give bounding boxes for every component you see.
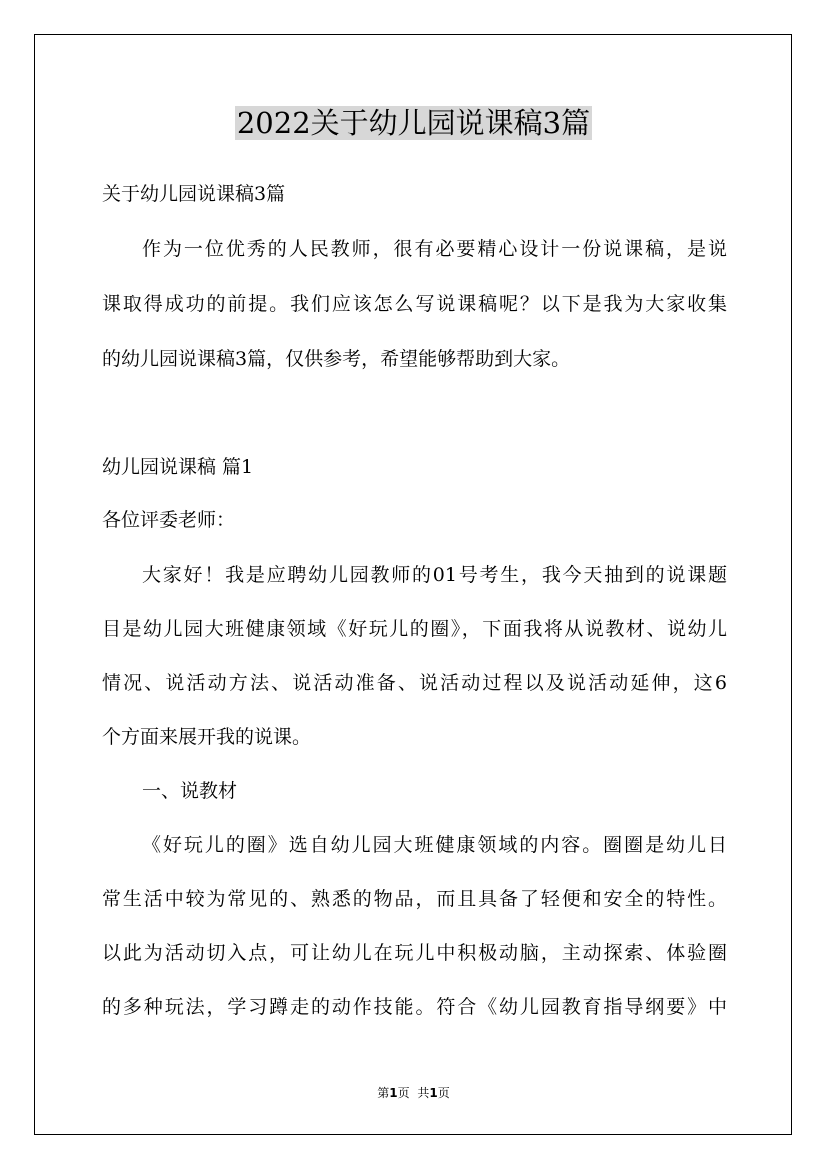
para1-line-1: 大家好！我是应聘幼儿园教师的01号考生，我今天抽到的说课题	[142, 564, 727, 586]
subheading: 一、说教材	[142, 780, 238, 802]
document-subtitle: 关于幼儿园说课稿3篇	[102, 183, 286, 205]
page-prefix: 第	[377, 1086, 390, 1100]
total-number: 1	[429, 1086, 438, 1100]
salutation: 各位评委老师：	[102, 509, 236, 531]
intro-line-3: 的幼儿园说课稿3篇，仅供参考，希望能够帮助到大家。	[102, 348, 571, 370]
para2-line-2: 常生活中较为常见的、熟悉的物品，而且具备了轻便和安全的特性。	[102, 888, 727, 910]
intro-line-1: 作为一位优秀的人民教师，很有必要精心设计一份说课稿，是说	[142, 238, 727, 260]
section-heading: 幼儿园说课稿 篇1	[102, 456, 254, 478]
para1-line-2: 目是幼儿园大班健康领域《好玩儿的圈》，下面我将从说教材、说幼儿	[102, 618, 727, 640]
total-prefix: 共	[417, 1086, 430, 1100]
para2-line-1: 《好玩儿的圈》选自幼儿园大班健康领域的内容。圈圈是幼儿日	[142, 834, 727, 856]
para2-line-3: 以此为活动切入点，可让幼儿在玩儿中积极动脑，主动探索、体验圈	[102, 942, 727, 964]
page-footer	[0, 1085, 827, 1101]
para2-line-4: 的多种玩法，学习蹲走的动作技能。符合《幼儿园教育指导纲要》中	[102, 996, 727, 1018]
document-title	[0, 104, 827, 142]
page-number: 1	[389, 1086, 398, 1100]
document-title-text: 2022关于幼儿园说课稿3篇	[236, 106, 591, 140]
para1-line-3: 情况、说活动方法、说活动准备、说活动过程以及说活动延伸，这6	[102, 672, 727, 694]
para1-line-4: 个方面来展开我的说课。	[102, 726, 312, 748]
page-suffix: 页	[397, 1086, 410, 1100]
intro-line-2: 课取得成功的前提。我们应该怎么写说课稿呢？以下是我为大家收集	[102, 293, 727, 315]
total-suffix: 页	[437, 1086, 450, 1100]
